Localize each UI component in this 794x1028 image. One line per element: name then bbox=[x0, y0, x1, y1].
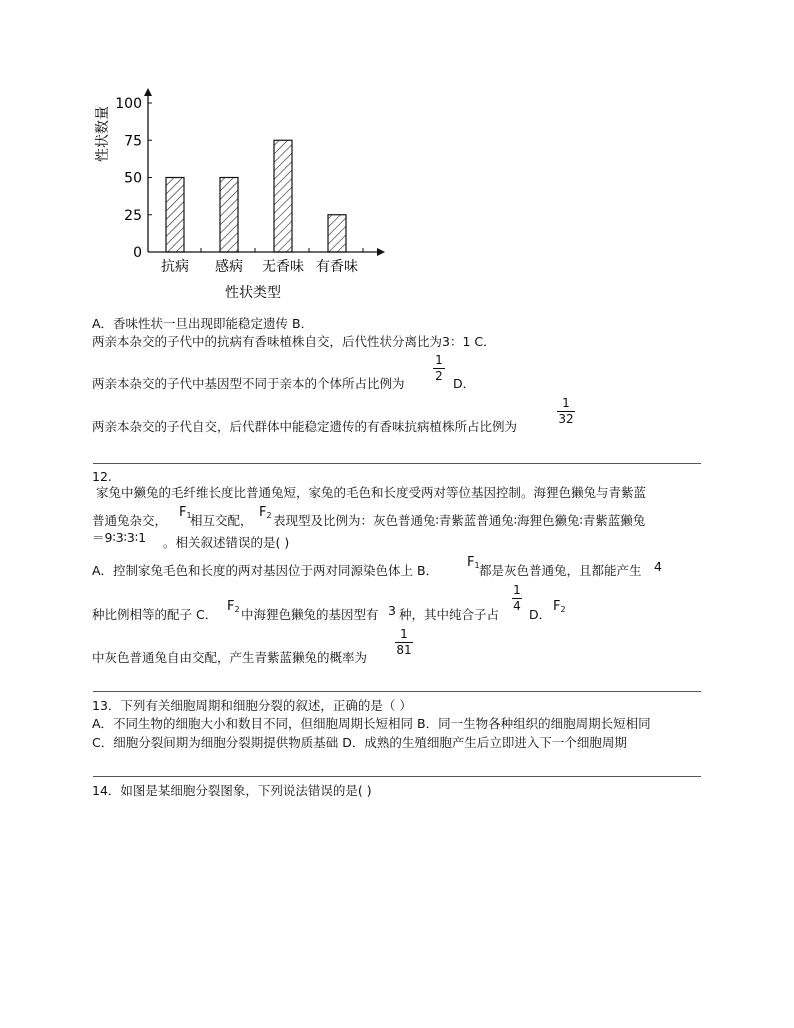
x-axis-arrow bbox=[377, 248, 385, 256]
q12-optB2: 种比例相等的配子 C． bbox=[92, 607, 218, 622]
q12-f2-a: $F_2$ bbox=[259, 505, 272, 520]
q12-f2-b: $F_2$ bbox=[227, 599, 240, 614]
bar bbox=[274, 140, 292, 252]
bar bbox=[220, 178, 238, 253]
q14-stem: 14．如图是某细胞分裂图象，下列说法错误的是( ) bbox=[92, 783, 372, 798]
q12-stem2c: 表现型及比例为：灰色普通兔∶青紫蓝普通兔∶海狸色獭兔∶青紫蓝獭兔 bbox=[273, 513, 646, 528]
y-tick-label: 75 bbox=[124, 133, 142, 150]
q12-optD: 中灰色普通兔自由交配，产生青紫蓝獭兔的概率为 bbox=[92, 650, 368, 665]
q13-stem: 13．下列有关细胞周期和细胞分裂的叙述，正确的是（ ） bbox=[92, 698, 412, 713]
divider bbox=[93, 776, 701, 777]
q12-frac-c: 1 4 bbox=[513, 583, 521, 613]
q12-optC2: 种，其中纯合子占 bbox=[399, 607, 500, 622]
x-tick-label: 抗病 bbox=[161, 259, 189, 275]
y-tick-label: 25 bbox=[124, 207, 142, 224]
q12-optC-three: 3 bbox=[388, 603, 396, 618]
q11-line4: 两亲本杂交的子代自交，后代群体中能稳定遗传的有香味抗病植株所占比例为 bbox=[92, 419, 518, 434]
y-axis-arrow bbox=[144, 88, 152, 96]
bar bbox=[166, 178, 184, 253]
q12-stem1: 家兔中獭兔的毛纤维长度比普通兔短，家兔的毛色和长度受两对等位基因控制。海狸色獭兔与青紫蓝 bbox=[96, 485, 647, 500]
q12-optA: A．控制家兔毛色和长度的两对基因位于两对同源染色体上 B． bbox=[92, 563, 439, 578]
x-tick-label: 感病 bbox=[215, 259, 243, 275]
q12-f1-b: $F_1$ bbox=[467, 555, 480, 570]
q11-line1: A．香味性状一旦出现即能稳定遗传 B． bbox=[92, 316, 314, 331]
q12-stem3: 。相关叙述错误的是( ) bbox=[163, 535, 290, 550]
q11-frac-d: 1 32 bbox=[558, 396, 574, 426]
y-tick-label: 0 bbox=[133, 245, 142, 261]
bar-chart bbox=[85, 88, 395, 308]
q11-frac-c: 1 2 bbox=[433, 354, 445, 383]
q12-optB: 都是灰色普通兔，且都能产生 bbox=[479, 563, 642, 578]
x-tick-label: 无香味 bbox=[262, 259, 304, 275]
q12-frac-d: 1 81 bbox=[396, 627, 412, 657]
q12-optD-label: D． bbox=[529, 607, 552, 622]
q12-ratio: ＝9∶3∶3∶1 bbox=[92, 530, 147, 545]
q12-stem2b: 相互交配， bbox=[190, 513, 253, 528]
q12-optB-four: 4 bbox=[654, 559, 662, 574]
q12-stem2a: 普通兔杂交， bbox=[92, 513, 168, 528]
bar bbox=[328, 215, 346, 252]
chart-ylabel: 性状数量 bbox=[95, 106, 111, 162]
q12-f2-c: $F_2$ bbox=[553, 599, 566, 614]
divider bbox=[93, 691, 701, 692]
divider bbox=[93, 463, 701, 464]
y-tick-label: 100 bbox=[115, 96, 142, 112]
q13-line1: A．不同生物的细胞大小和数目不同，但细胞周期长短相同 B．同一生物各种组织的细胞周期长短相同 bbox=[92, 716, 651, 731]
q12-f1-a: $F_1$ bbox=[179, 505, 192, 520]
q12-number: 12. bbox=[92, 469, 112, 484]
x-tick-label: 有香味 bbox=[316, 259, 358, 275]
q11-line2: 两亲本杂交的子代中的抗病有香味植株自交，后代性状分离比为3：1 C． bbox=[92, 334, 496, 349]
q13-line2: C．细胞分裂间期为细胞分裂期提供物质基础 D．成熟的生殖细胞产生后立即进入下一个细胞周期 bbox=[92, 735, 627, 750]
q12-optC: 中海狸色獭兔的基因型有 bbox=[241, 607, 379, 622]
q11-line3-tail: D． bbox=[453, 376, 476, 391]
chart-xlabel: 性状类型 bbox=[225, 285, 281, 301]
y-tick-label: 50 bbox=[124, 170, 142, 187]
q11-line3: 两亲本杂交的子代中基因型不同于亲本的个体所占比例为 bbox=[92, 376, 405, 391]
